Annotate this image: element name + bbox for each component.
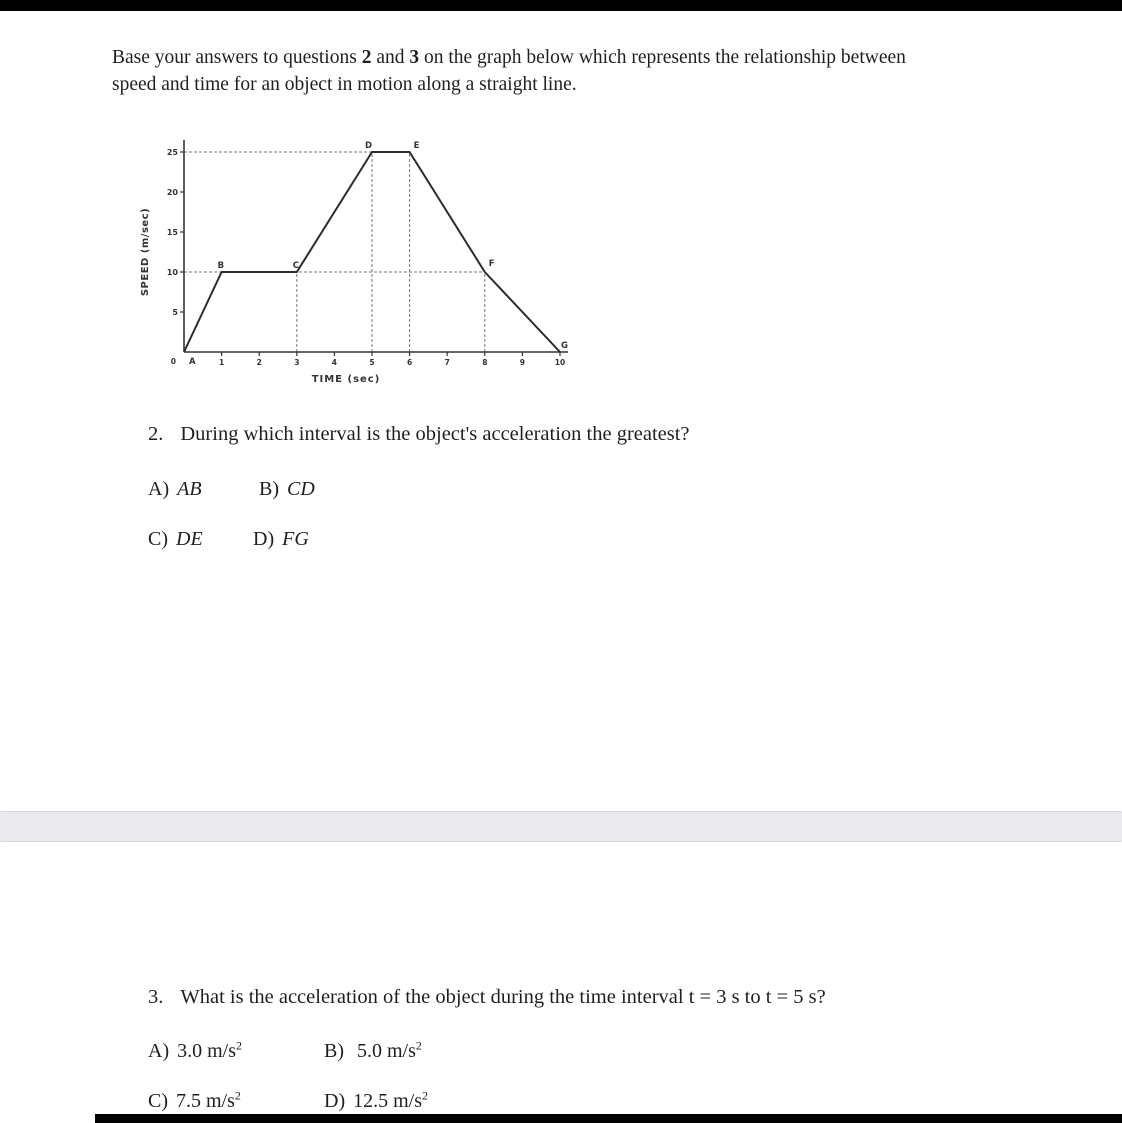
- svg-text:1: 1: [218, 358, 225, 367]
- bottom-black-bar: [95, 1114, 1122, 1123]
- svg-text:TIME (sec): TIME (sec): [311, 374, 381, 385]
- svg-text:2: 2: [256, 358, 262, 367]
- svg-text:5: 5: [172, 308, 178, 317]
- q3-option-a: [148, 1040, 242, 1063]
- question-2-text: During which interval is the object's acceleration the greatest?: [180, 423, 690, 445]
- option-label: C): [148, 528, 168, 550]
- q3-option-b: [324, 1040, 422, 1063]
- question-3-text: What is the acceleration of the object during the time interval t = 3 s to t = 5 s?: [180, 986, 826, 1008]
- option-value: 7.5 m/s: [176, 1090, 235, 1112]
- svg-text:5: 5: [369, 358, 375, 367]
- option-value: FG: [282, 528, 309, 550]
- svg-text:7: 7: [444, 358, 450, 367]
- svg-text:G: G: [561, 341, 568, 351]
- option-label: C): [148, 1090, 168, 1112]
- svg-text:10: 10: [554, 358, 566, 367]
- option-value: 5.0 m/s: [357, 1040, 416, 1062]
- question-3: [148, 986, 826, 1009]
- intro-seg: on the graph below which represents the relationship between: [419, 47, 906, 68]
- q2-option-b: [259, 478, 315, 501]
- question-3-number: 3.: [148, 986, 164, 1008]
- svg-text:8: 8: [482, 358, 488, 367]
- svg-text:10: 10: [166, 268, 178, 277]
- option-label: D): [324, 1090, 346, 1112]
- svg-text:6: 6: [406, 358, 413, 367]
- svg-text:4: 4: [331, 358, 338, 367]
- svg-text:20: 20: [166, 188, 178, 197]
- svg-text:A: A: [189, 357, 196, 367]
- option-label: A): [148, 1040, 170, 1062]
- svg-text:F: F: [488, 259, 495, 269]
- intro-seg: Base your answers to questions: [112, 47, 362, 68]
- svg-text:C: C: [292, 261, 300, 271]
- option-value: 3.0 m/s: [177, 1040, 237, 1062]
- intro-seg: and: [371, 47, 410, 68]
- option-label: B): [259, 478, 279, 500]
- q2-option-d: [253, 528, 309, 551]
- q3-option-d: [324, 1090, 428, 1113]
- option-superscript: 2: [236, 1038, 243, 1053]
- option-label: D): [253, 528, 275, 550]
- option-superscript: 2: [415, 1038, 422, 1053]
- svg-text:15: 15: [166, 228, 178, 237]
- option-superscript: 2: [422, 1088, 429, 1103]
- svg-text:SPEED (m/sec): SPEED (m/sec): [140, 207, 151, 297]
- svg-text:0: 0: [170, 357, 176, 366]
- q3-option-c: [148, 1090, 241, 1113]
- q2-option-c: [148, 528, 203, 551]
- option-label: B): [324, 1040, 344, 1062]
- option-label: A): [148, 478, 170, 500]
- svg-text:E: E: [413, 141, 420, 151]
- question-2: [148, 423, 690, 446]
- svg-text:B: B: [217, 261, 225, 271]
- q2-option-a: [148, 478, 202, 501]
- speed-time-graph-svg: [128, 130, 588, 398]
- top-black-bar: [0, 0, 1122, 11]
- intro-text: [112, 44, 1032, 98]
- option-value: CD: [287, 478, 315, 500]
- option-superscript: 2: [234, 1088, 241, 1103]
- question-2-number: 2.: [148, 423, 164, 445]
- svg-text:25: 25: [166, 148, 178, 157]
- intro-question-ref-2: 2: [361, 47, 372, 68]
- page-divider: [0, 811, 1122, 842]
- option-value: AB: [177, 478, 202, 500]
- svg-text:3: 3: [294, 358, 300, 367]
- intro-seg: speed and time for an object in motion along a straight line.: [112, 74, 577, 95]
- intro-question-ref-3: 3: [409, 47, 420, 68]
- option-value: DE: [176, 528, 203, 550]
- option-value: 12.5 m/s: [353, 1090, 423, 1112]
- speed-time-graph: [128, 130, 588, 398]
- svg-text:D: D: [365, 141, 373, 151]
- svg-text:9: 9: [519, 358, 526, 367]
